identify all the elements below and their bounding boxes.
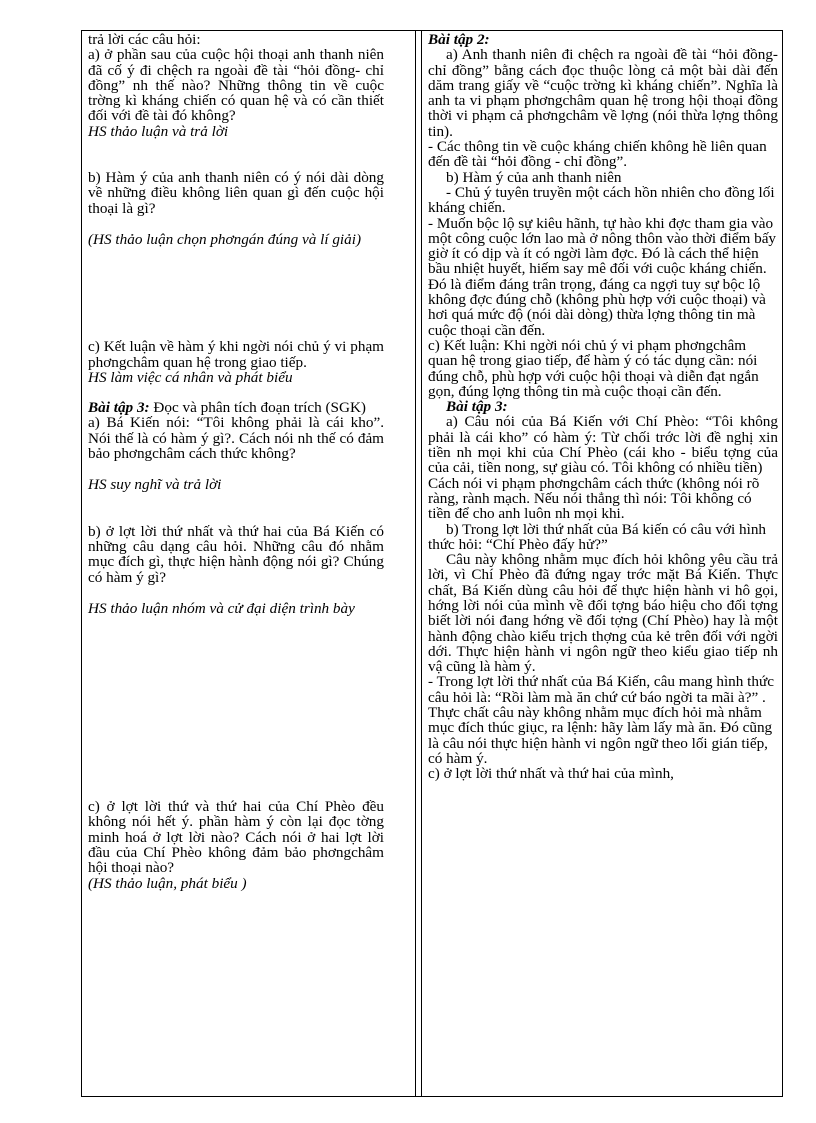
exercise-3-heading bbox=[88, 400, 384, 415]
answer-c: c) Kết luận: Khi ngời nói chủ ý vi phạm phơngchâm quan hệ trong giao tiếp, để hàm ý có tác dụng cần: nói đúng chỗ, phù hợp với cuộc hội thoại và diễn đạt ngắn gọn, đúng lợng thông tin mà cuộc thoại cần đến. bbox=[428, 336, 759, 400]
two-column-table bbox=[81, 30, 783, 1097]
activity-note: HS thảo luận và trả lời bbox=[88, 122, 229, 140]
answer-3b: b) Trong lợt lời thứ nhất của Bá kiến có câu với hình thức hỏi: “Chí Phèo đấy hử?” bbox=[428, 520, 767, 553]
answer-line: - Chủ ý tuyên truyền một cách hồn nhiên cho đồng lối kháng chiến. bbox=[428, 183, 775, 217]
question-b: b) Hàm ý của anh thanh niên có ý nói dài dòng về những điều không liên quan gì đến cuộc hội thoại là gì? bbox=[88, 169, 384, 217]
question-3b: b) ở lợt lời thứ nhất và thứ hai của Bá Kiến có những câu dạng câu hỏi. Những câu đó nhằm mục đích gì, thực hiện hành động nói gì? Chúng có hàm ý gì? bbox=[88, 522, 384, 586]
exercise-3-heading: Bài tập 3: bbox=[446, 398, 508, 416]
right-column bbox=[428, 32, 778, 782]
question-c: c) Kết luận về hàm ý khi ngời nói chủ ý vi phạm phơngchâm quan hệ trong giao tiếp. bbox=[88, 338, 384, 371]
column-divider bbox=[421, 31, 422, 1096]
answer-a: a) Anh thanh niên đi chệch ra ngoài đề tài “hỏi đồng- chỉ đồng” bằng cách đọc thuộc lòng cả một bài dài đến dăm trang giấy về “cuộc trờng kì kháng chiến”. Nghĩa là anh ta vi phạm phơngchâm quan hệ trong hội thoại đồng thời vi phạm cả phơngchâm về lợng (nói thừa lợng thông tin). bbox=[428, 46, 778, 140]
left-column bbox=[88, 32, 384, 891]
exercise-label: Bài tập 3: bbox=[88, 399, 150, 417]
answer-line: Cách nói vi phạm phơngchâm cách thức (không nói rõ ràng, rành mạch. Nếu nói thẳng thì nói: Tôi không có tiền để cho anh luôn nh mọi khi. bbox=[428, 474, 760, 523]
question-3a: a) Bá Kiến nói: “Tôi không phải là cái kho”. Nói thế là có hàm ý gì?. Cách nói nh thế có đảm bảo phơngchâm cách thức không? bbox=[88, 414, 384, 463]
text-line: trả lời các câu hỏi: bbox=[88, 31, 201, 48]
activity-note: HS làm việc cá nhân và phát biểu bbox=[88, 368, 293, 386]
answer-b: b) Hàm ý của anh thanh niên bbox=[446, 168, 622, 186]
answer-line: - Muốn bộc lộ sự kiêu hãnh, tự hào khi đợc tham gia vào một công cuộc lớn lao mà ở nông thôn vào thời điểm bấy giờ ít có dịp và ít có ngời làm đợc. Đó là cách thể hiện bầu nhiệt huyết, hiếm say mê đối với cuộc kháng chiến. Đó là điểm đáng trân trọng, đáng ca ngợi tuy sự bộc lộ không đợc đúng chỗ (không phù hợp với cuộc thoại) và hơi quá mức độ (nói dài dòng) thừa lợng thông tin mà cuộc thoại cần đến. bbox=[428, 214, 777, 339]
answer-3c: c) ở lợt lời thứ nhất và thứ hai của mình, bbox=[428, 765, 674, 783]
column-divider bbox=[415, 31, 416, 1096]
answer-line: Câu này không nhằm mục đích hỏi không yêu cầu trả lời, vì Chí Phèo đã đứng ngay trớc mặt Bá Kiến. Thực chất, Bá Kiến dùng câu hỏi để thực hiện hành vi hô gọi, hớng lời nói của mình về đối tợng báo hiệu cho đối tợng biết lời nói đang hớng về đối tợng (Chí Phèo) hay là một hành động chào kiểu trịch thợng của kẻ trên đối với ngời dới. Thực hiện hành vi ngôn ngữ theo kiểu giao tiếp nh vậ cũng là hàm ý. bbox=[428, 551, 778, 676]
exercise-2-heading: Bài tập 2: bbox=[428, 31, 490, 48]
exercise-text: Đọc và phân tích đoạn trích (SGK) bbox=[149, 399, 366, 417]
activity-note: HS suy nghĩ và trả lời bbox=[88, 476, 222, 494]
answer-3a: a) Câu nói của Bá Kiến với Chí Phèo: “Tôi không phải là cái kho” có hàm ý: Từ chối trớc lời đề nghị xin tiền nh mọi khi của Chí Phèo (cái kho - biểu tợng của của cải, tiền nong, sự giàu có. Tôi không có nhiều tiền) bbox=[428, 413, 778, 477]
question-3c: c) ở lợt lời thứ và thứ hai của Chí Phèo đều không nói hết ý. phần hàm ý còn lại đọc tờng minh hoá ở lợt lời nào? Cách nói ở hai lợt lời đầu của Chí Phèo không đảm bảo phơngchâm hội thoại nào? bbox=[88, 798, 384, 877]
activity-note: HS thảo luận nhóm và cử đại diện trình bày bbox=[88, 599, 355, 617]
activity-note: (HS thảo luận chọn phơngán đúng và lí giải) bbox=[88, 230, 362, 248]
answer-line: - Các thông tin về cuộc kháng chiến không hề liên quan đến đề tài “hỏi đồng - chỉ đồng”. bbox=[428, 138, 767, 171]
question-a: a) ở phần sau của cuộc hội thoại anh thanh niên đã cố ý đi chệch ra ngoài đề tài “hỏi đồng- chỉ đồng” nh thế nào? Những thông tin về cuộc trờng kì kháng chiến có quan hệ và có cần thiết đối với đề tài đó không? bbox=[88, 46, 384, 125]
activity-note: (HS thảo luận, phát biểu ) bbox=[88, 874, 247, 892]
answer-line: - Trong lợt lời thứ nhất của Bá Kiến, câu mang hình thức câu hỏi là: “Rồi làm mà ăn chứ cứ báo ngời ta mãi à?” . Thực chất câu này không nhằm mục đích hỏi mà nhằm mục đích thúc giục, ra lệnh: hãy làm lấy mà ăn. Đó cũng là câu nói thực hiện hành vi ngôn ngữ theo lối gián tiếp, có hàm ý. bbox=[428, 673, 774, 767]
